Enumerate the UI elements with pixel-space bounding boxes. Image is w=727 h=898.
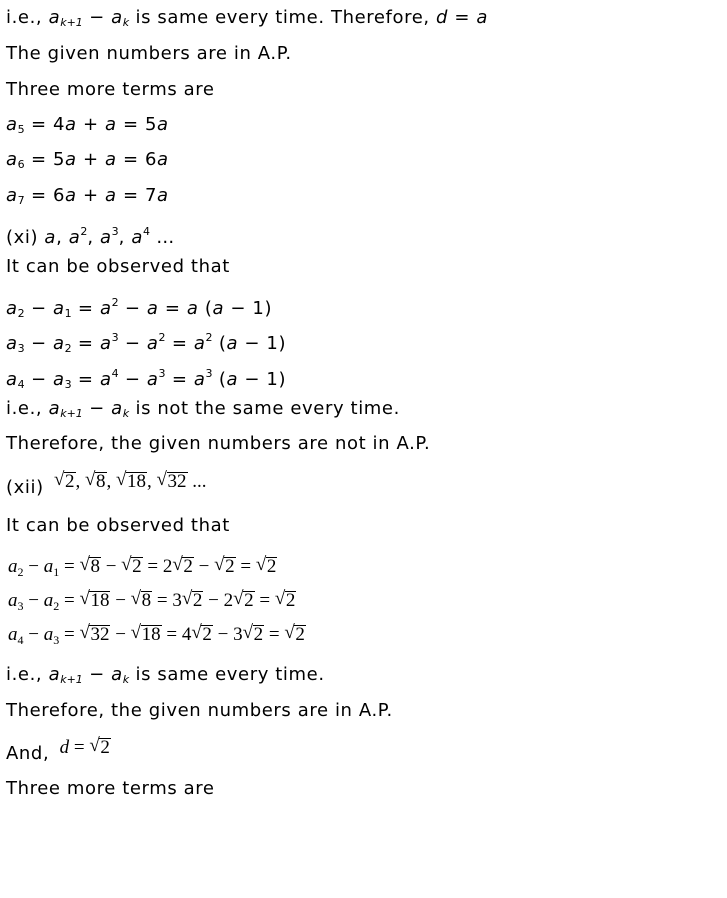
text-line: Therefore, the given numbers are in A.P. <box>6 700 393 721</box>
text-line: It can be observed that <box>6 515 230 536</box>
text-fragment: ( <box>212 369 227 390</box>
separator: , <box>75 471 81 492</box>
radicand: 2 <box>65 471 75 492</box>
coefficient: 2 <box>162 556 173 577</box>
ellipsis: ... <box>187 471 207 492</box>
sqrt-symbol <box>285 624 306 646</box>
math-variable: a <box>43 624 54 645</box>
text-fragment: i.e., <box>6 7 49 28</box>
math-variable: a <box>111 7 123 28</box>
sqrt-symbol <box>234 590 255 612</box>
math-variable: a <box>157 185 169 206</box>
operator: − <box>24 369 53 390</box>
text-line: It can be observed that <box>6 256 230 277</box>
radical-sequence <box>54 471 207 492</box>
coefficient: 3 <box>172 590 182 611</box>
operator: − <box>82 664 112 685</box>
math-variable: a <box>105 185 117 206</box>
math-variable: a <box>476 7 489 28</box>
math-variable: a <box>157 149 169 170</box>
equation-line <box>6 114 169 141</box>
superscript: 3 <box>158 367 166 380</box>
subscript: 3 <box>64 378 72 391</box>
sqrt-symbol <box>132 590 153 612</box>
radicand: 32 <box>167 471 187 492</box>
math-variable: a <box>48 398 61 419</box>
math-variable: a <box>146 333 159 354</box>
subscript: 1 <box>53 565 60 579</box>
radicand: 2 <box>266 556 277 577</box>
text-fragment: − 1) <box>238 369 287 390</box>
subscript: 2 <box>17 307 25 320</box>
math-variable: a <box>146 369 159 390</box>
radicand: 2 <box>202 624 212 645</box>
math-variable: a <box>43 556 54 577</box>
text-line: Therefore, the given numbers are not in A.P. <box>6 433 431 454</box>
text-fragment: is same every time. <box>129 664 325 685</box>
math-variable: a <box>8 624 18 645</box>
separator: , <box>106 471 112 492</box>
text-fragment: = 4 <box>24 114 66 135</box>
text-fragment: ( <box>212 333 227 354</box>
operator: − <box>118 298 147 319</box>
subscript: 2 <box>17 565 24 579</box>
math-variable: a <box>111 664 123 685</box>
math-variable: a <box>6 149 18 170</box>
difference-expression <box>60 737 111 758</box>
superscript: 2 <box>158 331 166 344</box>
text-line: The given numbers are in A.P. <box>6 43 292 64</box>
separator: , <box>118 227 132 248</box>
math-variable: d <box>59 737 70 758</box>
superscript: 3 <box>111 225 119 238</box>
sqrt-symbol <box>117 471 147 493</box>
sqrt-symbol <box>122 556 143 578</box>
math-variable: a <box>52 369 65 390</box>
radicand: 2 <box>192 590 203 611</box>
radicand: 2 <box>253 624 264 645</box>
sqrt-symbol <box>80 624 110 646</box>
math-variable: a <box>65 114 77 135</box>
superscript: 3 <box>111 331 119 344</box>
radicand: 2 <box>225 556 235 577</box>
operator: − <box>118 369 147 390</box>
math-variable: a <box>48 7 61 28</box>
math-variable: a <box>186 298 199 319</box>
math-variable: a <box>65 149 77 170</box>
sqrt-symbol <box>80 556 101 578</box>
subscript: 1 <box>64 307 72 320</box>
sqrt-symbol <box>257 556 278 578</box>
text-fragment: = 6 <box>24 185 66 206</box>
math-variable: a <box>193 333 206 354</box>
text-line <box>6 398 400 425</box>
text-line: Three more terms are <box>6 79 215 100</box>
sqrt-symbol <box>215 556 236 578</box>
subscript: k+1 <box>60 673 83 686</box>
math-variable: a <box>43 590 54 611</box>
sqrt-symbol <box>55 471 76 493</box>
operator: = <box>448 7 477 28</box>
ellipsis: … <box>149 227 175 248</box>
operator: − <box>24 298 53 319</box>
sqrt-symbol <box>244 624 265 646</box>
sqrt-symbol <box>173 556 194 578</box>
radicand: 8 <box>141 590 152 611</box>
math-variable: a <box>99 333 112 354</box>
equation-line <box>6 363 286 396</box>
math-variable: d <box>436 7 449 28</box>
math-variable: a <box>193 369 206 390</box>
subscript: k <box>122 407 130 420</box>
math-variable: a <box>146 298 159 319</box>
subscript: 6 <box>17 158 25 171</box>
subscript: 7 <box>17 194 25 207</box>
superscript: 2 <box>205 331 213 344</box>
radicand: 18 <box>141 624 161 645</box>
separator: , <box>87 227 101 248</box>
sqrt-symbol <box>183 590 204 612</box>
sqrt-symbol <box>192 624 213 646</box>
equation-line <box>6 292 272 325</box>
math-variable: a <box>6 185 18 206</box>
superscript: 2 <box>111 296 119 309</box>
problem-label: (xii) <box>6 477 51 498</box>
math-variable: a <box>8 556 18 577</box>
math-variable: a <box>8 590 18 611</box>
math-variable: a <box>100 227 112 248</box>
subscript: k <box>122 16 130 29</box>
equation-line <box>6 185 169 212</box>
sqrt-symbol <box>276 590 297 612</box>
radicand: 2 <box>244 590 254 611</box>
radicand: 2 <box>183 556 193 577</box>
subscript: 2 <box>64 342 72 355</box>
text-fragment: is not the same every time. <box>129 398 400 419</box>
sqrt-symbol <box>158 471 188 493</box>
math-variable: a <box>6 114 18 135</box>
operator: = <box>71 369 100 390</box>
subscript: 3 <box>17 342 25 355</box>
radical-equation: $a_3 - a_2$ = √ 18 − √ 8 = 3√ 2 − 2√ 2 = √ 2 <box>8 590 296 617</box>
subscript: 3 <box>53 633 60 647</box>
text-fragment: i.e., <box>6 664 49 685</box>
math-variable: a <box>226 333 239 354</box>
operator: + <box>76 114 105 135</box>
text-fragment: − 1) <box>238 333 287 354</box>
math-variable: a <box>52 298 65 319</box>
operator: + <box>76 185 105 206</box>
math-variable: a <box>111 398 123 419</box>
text-fragment: − 1) <box>224 298 273 319</box>
coefficient: 4 <box>181 624 192 645</box>
superscript: 2 <box>80 225 88 238</box>
math-variable: a <box>157 114 169 135</box>
math-variable: a <box>131 227 143 248</box>
subscript: 3 <box>17 599 24 613</box>
superscript: 4 <box>111 367 119 380</box>
math-variable: a <box>99 369 112 390</box>
radicand: 18 <box>127 471 147 492</box>
radicand: 18 <box>90 590 110 611</box>
superscript: 3 <box>205 367 213 380</box>
operator: = <box>69 737 90 758</box>
subscript: k+1 <box>60 407 83 420</box>
equation-line <box>6 327 286 360</box>
text-fragment: = 7 <box>116 185 158 206</box>
text-fragment: i.e., <box>6 398 49 419</box>
text-fragment: And, <box>6 743 56 764</box>
text-fragment: = 6 <box>116 149 158 170</box>
math-variable: a <box>105 149 117 170</box>
subscript: 5 <box>17 123 25 136</box>
math-variable: a <box>105 114 117 135</box>
sqrt-symbol <box>132 624 162 646</box>
problem-label: (xi) <box>6 227 45 248</box>
operator: = <box>158 298 187 319</box>
text-line <box>6 664 325 691</box>
coefficient: 2 <box>223 590 234 611</box>
sqrt-symbol <box>80 590 110 612</box>
radicand: 8 <box>90 556 100 577</box>
operator: − <box>24 333 53 354</box>
sqrt-symbol <box>90 737 111 759</box>
math-variable: a <box>212 298 225 319</box>
radicand: 32 <box>90 624 110 645</box>
math-variable: a <box>48 664 61 685</box>
math-variable: a <box>99 298 112 319</box>
text-line <box>6 7 488 34</box>
subscript: k <box>122 673 130 686</box>
operator: + <box>76 149 105 170</box>
operator: = <box>71 333 100 354</box>
text-fragment: ( <box>198 298 213 319</box>
coefficient: 3 <box>233 624 243 645</box>
separator: , <box>56 227 69 248</box>
math-variable: a <box>52 333 65 354</box>
subscript: 4 <box>17 633 24 647</box>
text-fragment: = 5 <box>116 114 158 135</box>
operator: = <box>71 298 100 319</box>
separator: , <box>147 471 152 492</box>
subscript: 4 <box>17 378 25 391</box>
operator: − <box>82 398 112 419</box>
text-line <box>6 737 111 765</box>
radicand: 8 <box>96 471 106 492</box>
problem-line <box>6 221 175 249</box>
math-variable: a <box>65 185 77 206</box>
sqrt-symbol <box>86 471 107 493</box>
operator: − <box>82 7 112 28</box>
operator: = <box>165 333 194 354</box>
equation-line <box>6 149 169 176</box>
math-variable: a <box>6 369 18 390</box>
math-variable: a <box>68 227 81 248</box>
radicand: 2 <box>100 737 110 758</box>
radicand: 2 <box>295 624 305 645</box>
text-fragment: = 5 <box>24 149 66 170</box>
subscript: 2 <box>53 599 60 613</box>
superscript: 4 <box>142 225 150 238</box>
text-fragment: is same every time. Therefore, <box>129 7 437 28</box>
radicand: 2 <box>132 556 142 577</box>
subscript: k+1 <box>60 16 83 29</box>
operator: = <box>165 369 194 390</box>
math-variable: a <box>226 369 239 390</box>
radical-equation: $a_4 - a_3$ = √ 32 − √ 18 = 4√ 2 − 3√ 2 = √ 2 <box>8 624 306 651</box>
problem-line <box>6 471 207 499</box>
operator: − <box>118 333 147 354</box>
math-variable: a <box>6 333 18 354</box>
math-variable: a <box>6 298 18 319</box>
radicand: 2 <box>285 590 296 611</box>
math-variable: a <box>44 227 57 248</box>
radical-equation: $a_2 - a_1$ = √ 8 − √ 2 = 2√ 2 − √ 2 = √ 2 <box>8 556 277 583</box>
text-line: Three more terms are <box>6 778 215 799</box>
